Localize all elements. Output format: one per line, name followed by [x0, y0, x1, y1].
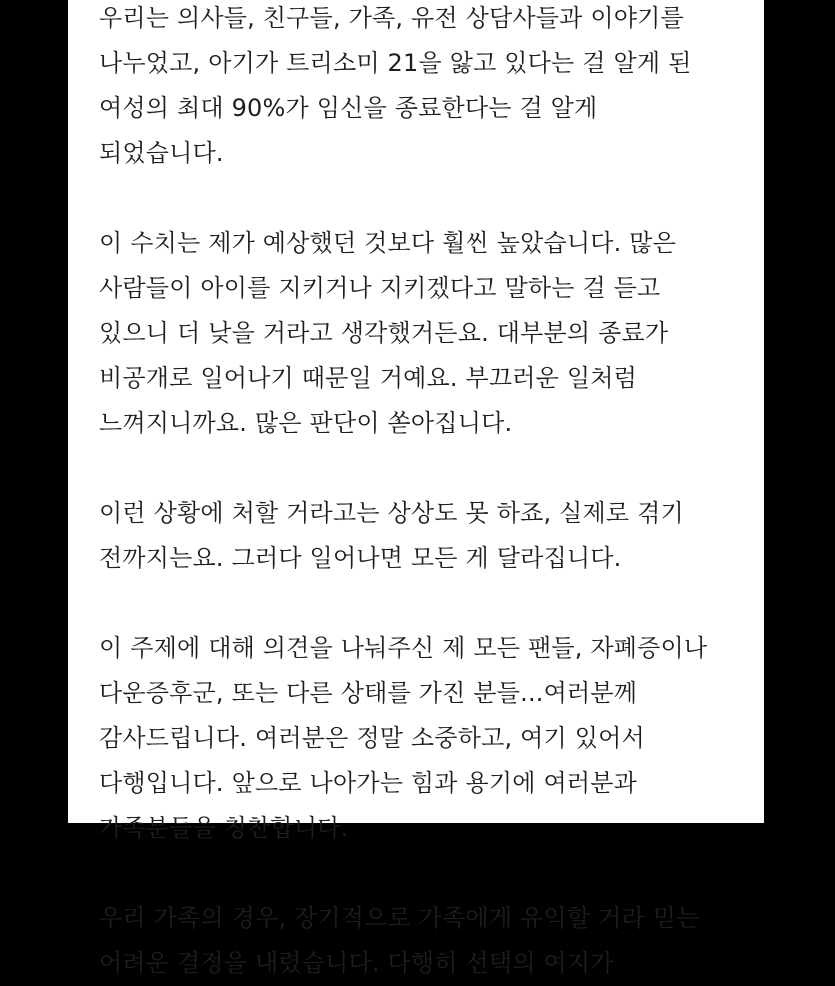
paragraph-spacer	[99, 581, 759, 626]
paragraph-2	[99, 221, 759, 446]
paragraph-5	[99, 896, 759, 986]
text-line: 여성의 최대 90%가 임신을 종료한다는 걸 알게	[99, 94, 598, 122]
text-line: 나누었고, 아기가 트리소미 21을 앓고 있다는 걸 알게 된	[99, 49, 692, 77]
text-line: 이 주제에 대해 의견을 나눠주신 제 모든 팬들, 자폐증이나	[99, 634, 708, 662]
paragraph-1	[99, 0, 759, 176]
text-line: 우리 가족의 경우, 장기적으로 가족에게 유익할 거라 믿는	[99, 904, 700, 932]
text-line: 우리는 의사들, 친구들, 가족, 유전 상담사들과 이야기를	[99, 4, 684, 32]
text-line: 어려운 결정을 내렸습니다. 다행히 선택의 여지가	[99, 949, 614, 977]
paragraph-spacer	[99, 176, 759, 221]
text-line: 있으니 더 낮을 거라고 생각했거든요. 대부분의 종료가	[99, 319, 669, 347]
post-body	[99, 0, 759, 986]
paragraph-spacer	[99, 851, 759, 896]
text-line: 되었습니다.	[99, 139, 224, 167]
post-page	[68, 0, 764, 977]
text-line: 비공개로 일어나기 때문일 거예요. 부끄러운 일처럼	[99, 364, 638, 392]
text-line: 다행입니다. 앞으로 나아가는 힘과 용기에 여러분과	[99, 769, 638, 797]
paragraph-3	[99, 491, 759, 581]
paragraph-4	[99, 626, 759, 851]
text-line: 가족분들을 칭찬합니다.	[99, 814, 349, 842]
text-line: 이런 상황에 처할 거라고는 상상도 못 하죠, 실제로 겪기	[99, 499, 684, 527]
text-line: 이 수치는 제가 예상했던 것보다 훨씬 높았습니다. 많은	[99, 229, 677, 257]
text-line: 전까지는요. 그러다 일어나면 모든 게 달라집니다.	[99, 544, 622, 572]
paragraph-spacer	[99, 446, 759, 491]
text-line: 사람들이 아이를 지키거나 지키겠다고 말하는 걸 듣고	[99, 274, 661, 302]
text-line: 감사드립니다. 여러분은 정말 소중하고, 여기 있어서	[99, 724, 645, 752]
text-line: 다운증후군, 또는 다른 상태를 가진 분들...여러분께	[99, 679, 638, 707]
text-line: 느껴지니까요. 많은 판단이 쏟아집니다.	[99, 409, 513, 437]
